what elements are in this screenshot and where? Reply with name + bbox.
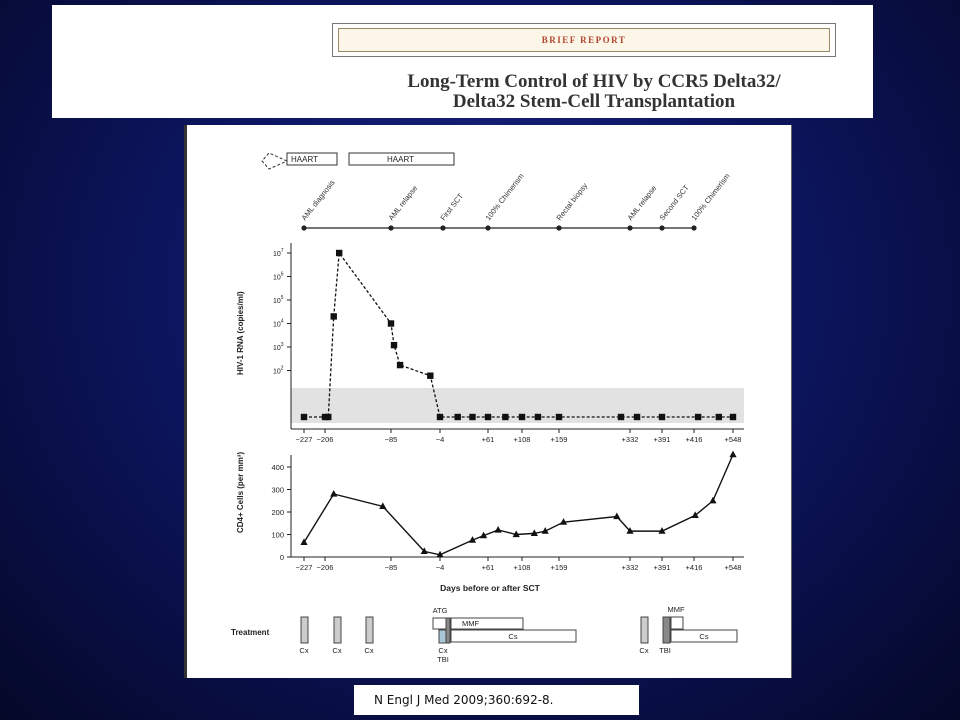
tbi-label-1: TBI <box>437 655 449 664</box>
hiv-y-tick-exponent: 3 <box>280 342 284 348</box>
cd4-data-point <box>613 513 620 520</box>
hiv-x-tick-label: −206 <box>316 435 334 444</box>
citation-box <box>354 685 639 715</box>
hiv-x-tick-label: −4 <box>435 435 445 444</box>
hiv-y-tick-exponent: 5 <box>280 295 284 301</box>
haart-arrow-icon <box>262 153 287 169</box>
figure-svg <box>187 125 787 678</box>
timeline-event-label: 100% Chimerism <box>483 171 526 223</box>
cd4-x-tick-label: +61 <box>481 563 495 572</box>
hiv-x-tick-label: −85 <box>384 435 398 444</box>
figure-panel <box>184 125 792 678</box>
hiv-data-point <box>695 414 701 420</box>
timeline-event-label: 100% Chimerism <box>689 171 732 223</box>
hiv-data-point <box>391 342 397 348</box>
treatment-label: Treatment <box>231 628 270 637</box>
haart-label-1: HAART <box>291 155 318 164</box>
hiv-x-tick-label: +159 <box>550 435 568 444</box>
tbi-bar-1 <box>439 630 446 643</box>
treatment-cx-label: Cx <box>332 646 342 655</box>
mmf-box-2 <box>671 617 683 629</box>
cd4-x-tick-label: −227 <box>295 563 313 572</box>
treatment-cx-bar <box>366 617 373 643</box>
hiv-y-tick-exponent: 4 <box>280 318 284 325</box>
timeline-event-label: Second SCT <box>657 183 691 223</box>
hiv-y-axis-label: HIV-1 RNA (copies/ml) <box>236 291 245 375</box>
hiv-data-point <box>336 250 342 256</box>
cd4-data-point <box>495 526 502 533</box>
timeline-event-dot <box>440 225 445 230</box>
cd4-y-tick-label: 400 <box>271 463 284 472</box>
timeline-event-label: Rectal biopsy <box>554 181 590 223</box>
atg-label: ATG <box>432 606 448 615</box>
hiv-x-tick-label: +416 <box>685 435 703 444</box>
hiv-y-tick-exponent: 6 <box>280 271 284 278</box>
cd4-x-tick-label: −4 <box>435 563 445 572</box>
hiv-x-tick-label: −227 <box>295 435 313 444</box>
cd4-x-tick-label: +332 <box>621 563 639 572</box>
timeline-event-label: AML diagnosis <box>299 178 337 223</box>
hiv-data-point <box>716 414 722 420</box>
hiv-y-tick-label: $10^7$ <box>273 248 284 258</box>
cd4-y-tick-label: 200 <box>271 508 284 517</box>
hiv-data-point <box>455 414 461 420</box>
hatched-bar-1 <box>446 618 450 643</box>
cd4-data-point <box>729 451 736 458</box>
treatment-cx-label: Cx <box>364 646 374 655</box>
paper-title-line2: Delta32 Stem-Cell Transplantation <box>452 91 736 112</box>
hiv-data-point <box>535 414 541 420</box>
hiv-x-tick-label: +391 <box>653 435 671 444</box>
hiv-y-tick-label: $10^2$ <box>273 365 284 376</box>
paper-title-line1: Long-Term Control of HIV by CCR5 Delta32/ <box>407 71 781 92</box>
hiv-y-tick-label: $10^3$ <box>273 342 284 352</box>
hiv-data-point <box>325 414 331 420</box>
cd4-data-point <box>330 490 337 497</box>
treatment-cx-bar <box>301 617 308 643</box>
hiv-x-tick-label: +61 <box>481 435 495 444</box>
haart-label-2: HAART <box>387 155 414 164</box>
cd4-x-tick-label: +391 <box>653 563 671 572</box>
cd4-y-axis-label: CD4+ Cells (per mm³) <box>236 451 245 533</box>
hiv-y-tick-exponent: 2 <box>280 365 284 372</box>
cd4-x-tick-label: −85 <box>384 563 398 572</box>
treatment-cx-label: Cx <box>639 646 649 655</box>
cs-label-2: Cs <box>699 632 709 641</box>
header-banner <box>52 5 873 118</box>
timeline-event-label: AML relapse <box>386 183 420 223</box>
hiv-y-tick-label: $10^4$ <box>273 318 284 329</box>
cx-label-sct1: Cx <box>438 646 448 655</box>
tbi-label-2: TBI <box>659 646 671 655</box>
atg-box <box>433 618 446 629</box>
hiv-data-point <box>519 414 525 420</box>
timeline-event-dot <box>485 225 490 230</box>
timeline-event-dot <box>627 225 632 230</box>
hiv-x-tick-label: +332 <box>621 435 639 444</box>
cs-label-1: Cs <box>508 632 518 641</box>
treatment-cx-bar <box>334 617 341 643</box>
timeline-event-label: AML relapse <box>625 183 659 223</box>
hiv-data-point <box>618 414 624 420</box>
cd4-x-tick-label: −206 <box>316 563 334 572</box>
hiv-data-point <box>397 362 403 368</box>
x-axis-label: Days before or after SCT <box>440 583 540 593</box>
mmf-label-1: MMF <box>462 619 480 628</box>
cd4-x-tick-label: +108 <box>513 563 531 572</box>
hiv-y-tick-exponent: 7 <box>280 248 284 254</box>
treatment-cx-bar <box>641 617 648 643</box>
cd4-x-tick-label: +159 <box>550 563 568 572</box>
paper-title <box>334 72 854 112</box>
report-label: BRIEF REPORT <box>338 28 830 52</box>
hiv-y-tick-label: $10^5$ <box>273 295 284 305</box>
hiv-data-point <box>485 414 491 420</box>
cd4-y-tick-label: 300 <box>271 485 284 495</box>
hiv-data-point <box>469 414 475 420</box>
cd4-x-tick-label: +548 <box>724 563 742 572</box>
hiv-data-point <box>730 414 736 420</box>
hiv-x-tick-label: +548 <box>724 435 742 444</box>
treatment-cx-label: Cx <box>299 646 309 655</box>
detection-limit-band <box>291 388 744 423</box>
hiv-data-point <box>427 373 433 379</box>
hiv-data-point <box>556 414 562 420</box>
timeline-event-dot <box>659 225 664 230</box>
timeline-event-dot <box>301 225 306 230</box>
hatched-bar-2 <box>663 617 670 643</box>
hiv-data-point <box>331 313 337 319</box>
hiv-data-point <box>634 414 640 420</box>
cd4-x-tick-label: +416 <box>685 563 703 572</box>
timeline-event-dot <box>388 225 393 230</box>
cd4-series-line <box>304 455 733 555</box>
cd4-y-tick-label: 0 <box>279 553 284 562</box>
cd4-y-tick-label: 100 <box>271 530 284 540</box>
hiv-data-point <box>659 414 665 420</box>
cd4-data-point <box>709 497 716 504</box>
timeline-event-dot <box>556 225 561 230</box>
hiv-data-point <box>502 414 508 420</box>
cd4-data-point <box>692 511 699 518</box>
hiv-data-point <box>388 320 394 326</box>
hiv-x-tick-label: +108 <box>513 435 531 444</box>
hiv-data-point <box>301 414 307 420</box>
citation: N Engl J Med 2009;360:692-8. <box>374 693 554 707</box>
hiv-y-tick-label: $10^6$ <box>273 271 284 282</box>
timeline-event-label: First SCT <box>438 191 466 223</box>
timeline-event-dot <box>691 225 696 230</box>
report-label-box <box>332 23 836 57</box>
mmf-label-2: MMF <box>667 605 685 614</box>
hiv-data-point <box>437 414 443 420</box>
